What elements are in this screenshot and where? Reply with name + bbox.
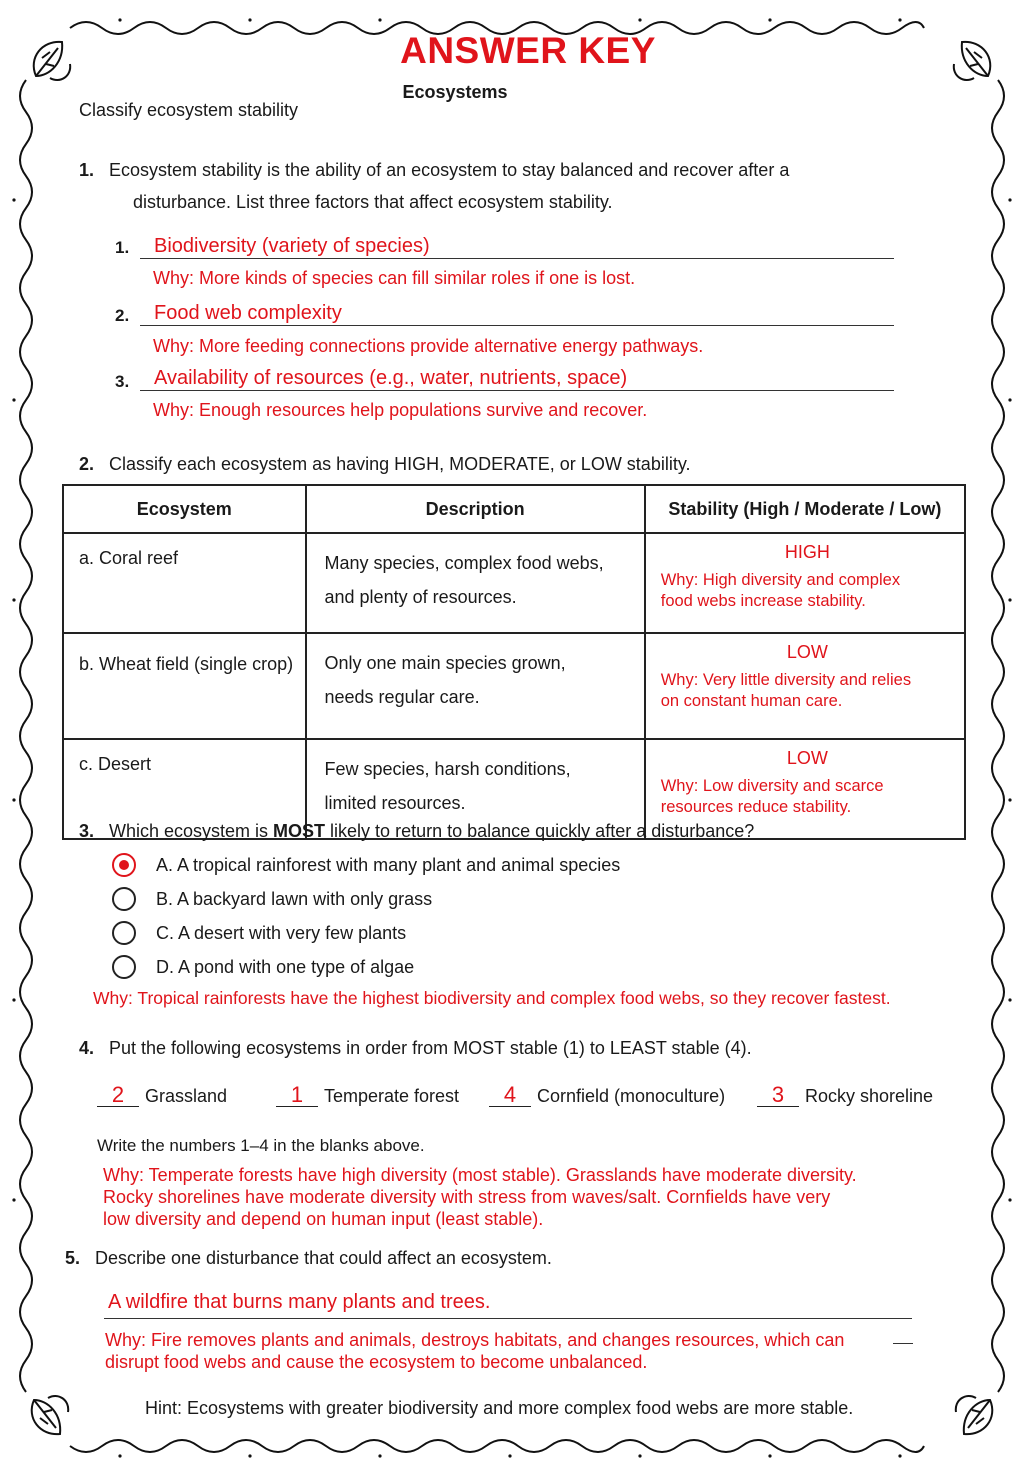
why-line: Why: High diversity and complex xyxy=(660,571,901,589)
stability-answer: LOW xyxy=(786,748,828,768)
order-item xyxy=(757,1084,933,1107)
option-b[interactable] xyxy=(112,884,432,914)
why-line: disrupt food webs and cause the ecosystem to become unbalanced. xyxy=(105,1352,648,1372)
order-label: Cornfield (monoculture) xyxy=(537,1086,726,1106)
question-number: 5. xyxy=(65,1248,81,1268)
answer-line xyxy=(140,299,894,326)
question-3 xyxy=(79,815,754,847)
column-header: Description xyxy=(306,485,645,533)
why-line: Rocky shorelines have moderate diversity with stress from waves/salt. Cornfields have very xyxy=(103,1187,831,1207)
factor-answer: Biodiversity (variety of species) xyxy=(154,235,430,257)
radio-icon[interactable] xyxy=(112,955,136,979)
factor-answer: Availability of resources (e.g., water, nutrients, space) xyxy=(154,367,628,389)
option-label: D. A pond with one type of algae xyxy=(156,956,415,977)
description-line: Many species, complex food webs, xyxy=(324,553,604,573)
order-item xyxy=(276,1084,459,1107)
skill-label: Classify ecosystem stability xyxy=(79,100,299,120)
why-line: Why: Very little diversity and relies xyxy=(660,671,912,689)
order-label: Temperate forest xyxy=(324,1086,460,1106)
option-c[interactable] xyxy=(112,918,406,948)
description-cell xyxy=(306,633,645,739)
table-row xyxy=(63,633,965,739)
description-line: Few species, harsh conditions, xyxy=(324,759,571,779)
ecosystem-cell: c. Desert xyxy=(63,739,306,839)
why-line: resources reduce stability. xyxy=(660,798,852,816)
stability-why xyxy=(661,776,954,818)
question-number: 2. xyxy=(79,454,95,474)
stability-cell xyxy=(645,533,965,633)
ecosystem-cell: a. Coral reef xyxy=(63,533,306,633)
question-4 xyxy=(79,1032,752,1064)
question-text: Which ecosystem is xyxy=(109,821,274,841)
stability-why xyxy=(661,670,954,712)
q4-instruction: Write the numbers 1–4 in the blanks above. xyxy=(97,1136,425,1155)
table-row xyxy=(63,533,965,633)
question-emphasis: MOST xyxy=(273,821,326,841)
radio-icon[interactable] xyxy=(112,921,136,945)
description-line: limited resources. xyxy=(324,793,466,813)
page-subtitle: Ecosystems xyxy=(402,82,508,102)
column-header: Ecosystem xyxy=(63,485,306,533)
q3-why: Why: Tropical rainforests have the highest biodiversity and complex food webs, so they recover fastest. xyxy=(93,988,891,1008)
why-line: Why: Temperate forests have high diversity (most stable). Grasslands have moderate diversity. xyxy=(103,1165,857,1185)
option-label: C. A desert with very few plants xyxy=(156,922,407,943)
option-a[interactable] xyxy=(112,850,620,880)
option-label: A. A tropical rainforest with many plant and animal species xyxy=(156,854,621,875)
q5-why xyxy=(105,1329,844,1373)
factor-answer: Food web complexity xyxy=(154,302,342,324)
rank-blank[interactable]: 2 xyxy=(97,1084,139,1107)
question-text: disturbance. List three factors that affect ecosystem stability. xyxy=(133,192,613,212)
stability-why xyxy=(661,570,954,612)
why-line: food webs increase stability. xyxy=(660,592,866,610)
q4-why xyxy=(103,1164,857,1230)
radio-icon[interactable] xyxy=(112,887,136,911)
option-label: B. A backyard lawn with only grass xyxy=(156,888,433,909)
rank-blank[interactable]: 1 xyxy=(276,1084,318,1107)
question-2 xyxy=(79,448,691,480)
rank-blank[interactable]: 4 xyxy=(489,1084,531,1107)
question-text: likely to return to balance quickly after a disturbance? xyxy=(325,821,755,841)
why-line: Why: Low diversity and scarce xyxy=(660,777,884,795)
description-line: needs regular care. xyxy=(324,687,480,707)
description-cell xyxy=(306,533,645,633)
why-line: on constant human care. xyxy=(660,692,843,710)
hint-text: Hint: Ecosystems with greater biodiversity and more complex food webs are more stable. xyxy=(145,1398,854,1418)
line-tail xyxy=(893,1343,913,1344)
question-number: 4. xyxy=(79,1038,95,1058)
column-header: Stability (High / Moderate / Low) xyxy=(645,485,965,533)
ecosystem-cell: b. Wheat field (single crop) xyxy=(63,633,306,739)
question-number: 3. xyxy=(79,821,95,841)
why-line: low diversity and depend on human input (least stable). xyxy=(103,1209,544,1229)
option-d[interactable] xyxy=(112,952,414,982)
question-5 xyxy=(65,1242,552,1274)
order-label: Rocky shoreline xyxy=(805,1086,934,1106)
factor-number: 1. xyxy=(115,238,130,257)
answer-line xyxy=(140,232,894,259)
description-line: and plenty of resources. xyxy=(324,587,517,607)
description-line: Only one main species grown, xyxy=(324,653,566,673)
q5-answer: A wildfire that burns many plants and trees. xyxy=(108,1291,491,1313)
order-label: Grassland xyxy=(145,1086,228,1106)
table-header-row xyxy=(63,485,965,533)
factor-number: 3. xyxy=(115,372,130,391)
question-text: Ecosystem stability is the ability of an ecosystem to stay balanced and recover after a xyxy=(109,160,790,180)
question-1 xyxy=(79,154,959,218)
order-item xyxy=(97,1084,227,1107)
answer-line xyxy=(140,364,894,391)
answer-line xyxy=(104,1288,912,1319)
question-text: Classify each ecosystem as having HIGH, MODERATE, or LOW stability. xyxy=(109,454,691,474)
order-item xyxy=(489,1084,725,1107)
page-title: ANSWER KEY xyxy=(400,30,656,71)
factor-why: Why: More kinds of species can fill similar roles if one is lost. xyxy=(153,268,636,288)
stability-cell xyxy=(645,633,965,739)
why-line: Why: Fire removes plants and animals, destroys habitats, and changes resources, which can xyxy=(105,1330,845,1350)
ecosystem-table xyxy=(62,484,966,840)
rank-blank[interactable]: 3 xyxy=(757,1084,799,1107)
question-text: Put the following ecosystems in order from MOST stable (1) to LEAST stable (4). xyxy=(109,1038,752,1058)
factor-why: Why: More feeding connections provide alternative energy pathways. xyxy=(153,336,704,356)
question-number: 1. xyxy=(79,160,95,180)
question-text: Describe one disturbance that could affect an ecosystem. xyxy=(95,1248,552,1268)
stability-answer: HIGH xyxy=(784,542,830,562)
stability-answer: LOW xyxy=(786,642,828,662)
radio-selected-icon[interactable] xyxy=(112,853,136,877)
factor-why: Why: Enough resources help populations survive and recover. xyxy=(153,400,648,420)
factor-number: 2. xyxy=(115,306,130,325)
